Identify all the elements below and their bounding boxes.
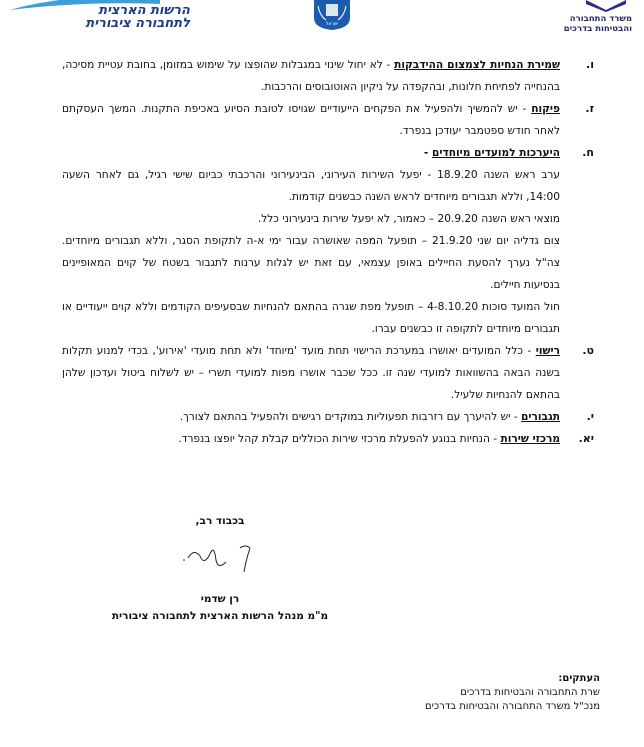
- right-logo-line1: משרד התחבורה: [569, 14, 632, 24]
- special-date-sukkot: חול המועד סוכות 4-8.10.20 – תופעל מפת שגרה בהתאם להנחיות שבסעיפים הקודמים וללא קוים ייעודיים או תגבורים מיוחדים לתקופה זו כבשנים עברו.: [62, 301, 561, 335]
- section-marker: ח.: [582, 146, 594, 159]
- section-title: רישוי: [535, 345, 560, 357]
- section-yud: [62, 406, 592, 428]
- section-marker: יא.: [578, 432, 594, 445]
- section-marker: ט.: [582, 344, 594, 357]
- section-tet: [62, 340, 592, 406]
- section-text: - לא יחול שינוי במגבלות שהופצו על שימוש במזומן, בחובת עטיית מסיכה, בהנחייה לפתיחת חלונות, ובהקפדה על ניקיון האוטובוסים והרכבות.: [62, 59, 560, 93]
- copy-recipient: מנכ"ל משרד התחבורה והבטיחות בדרכים: [424, 701, 600, 712]
- section-title: תגבורים: [521, 411, 560, 423]
- left-logo-line2: לתחבורה ציבורית: [85, 16, 190, 31]
- right-logo-text: [564, 14, 632, 34]
- section-text: - הנחיות בנוגע להפעלת מרכזי שירות הכוללים קבלת קהל יופצו בנפרד.: [178, 433, 501, 445]
- handwritten-signature-icon: [180, 540, 270, 575]
- section-zayin: [62, 98, 592, 142]
- section-het: [62, 142, 592, 164]
- left-logo-text: [40, 4, 190, 30]
- national-public-transport-authority-logo: [0, 0, 210, 32]
- section-marker: ז.: [585, 102, 594, 115]
- copies-heading: העתקים:: [558, 673, 600, 684]
- section-vav: [62, 54, 592, 98]
- special-date-erev-rosh-hashana: ערב ראש השנה 18.9.20 - יפעל השירות העירוני, הבינעירוני והרכבתי כביום שישי רגיל, גם לאחר השעה 14:00, וללא תגבורים מיוחדים לראש השנה כבשנים קודמות.: [62, 169, 561, 203]
- section-text: - כלל המועדים יאושרו במערכת הרישוי תחת מועד 'מיוחד' ולא תחת מועדי 'אירוע', בכדי למנוע תקלות בשנה הבאה בהשוואות למועדי שנה זו. ככל שכבר אושרו מפות למועדי תשרי – יש לשלוח ביטול ועדכון שלהן בהתאם להנחיות שלעיל.: [62, 345, 560, 401]
- section-title: שמירת הנחיות לצמצום ההידבקות: [394, 59, 561, 71]
- closing-line: בכבוד רב,: [195, 515, 245, 527]
- section-title: פיקוח: [531, 103, 560, 115]
- section-text: - יש להיערך עם רזרבות תפעוליות במוקדים רגישים ולהפעיל בהתאם לצורך.: [179, 411, 522, 423]
- state-emblem-logo: [312, 0, 352, 30]
- section-text: - יש להמשיך ולהפעיל את הפקחים הייעודיים שגויסו לטובת הסיוע באכיפת התקנות. המשך העסקתם לאחר חודש ספטמבר יעודכן בנפרד.: [62, 103, 560, 137]
- menorah-emblem-icon: [312, 0, 352, 30]
- section-title: היערכות למועדים מיוחדים: [432, 147, 560, 159]
- section-title: מרכזי שירות: [500, 433, 560, 445]
- ministry-mark-icon: [586, 0, 626, 12]
- signer-role: מ"מ מנהל הרשות הארצית לתחבורה ציבורית: [111, 610, 329, 622]
- section-marker: י.: [586, 410, 594, 423]
- copies-list: [340, 672, 600, 714]
- copy-recipient: שרת התחבורה והבטיחות בדרכים: [460, 687, 600, 698]
- section-text: -: [423, 147, 432, 159]
- signer-name: רן שדמי: [200, 593, 240, 605]
- special-date-tzom-gedalia: צום גדליה יום שני 21.9.20 – תופעל המפה שאושרה עבור ימי א-ה לתקופת הסגר, וללא תגבורים מיוחדים. צה"ל נערך להסעת החיילים באופן עצמאי, עם זאת יש לגלות ערנות לתגבור בשטח של קוים המאופיינים בנסיעות חיילים.: [62, 235, 560, 291]
- section-yud-alef: [62, 428, 592, 450]
- right-logo-line2: והבטיחות בדרכים: [563, 24, 632, 34]
- letter-body: [62, 54, 592, 450]
- special-date-motzaei-rosh-hashana: מוצאי ראש השנה 20.9.20 – כאמור, לא יפעל שירות בינעירוני כלל.: [257, 213, 560, 225]
- svg-text:ישראל: ישראל: [325, 22, 339, 27]
- section-marker: ו.: [586, 58, 594, 71]
- ministry-of-transport-logo: [560, 0, 644, 34]
- left-logo-line1: הרשות הארצית: [98, 3, 190, 18]
